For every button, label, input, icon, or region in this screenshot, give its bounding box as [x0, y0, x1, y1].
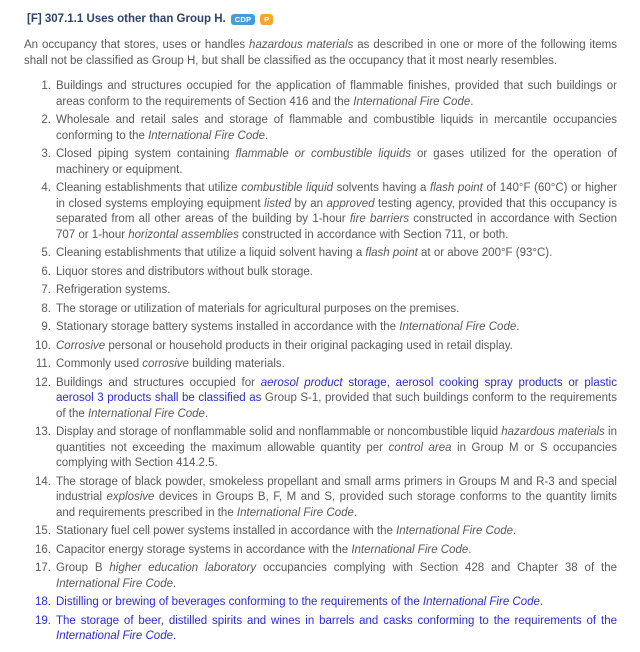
- text-segment: horizontal assemblies: [128, 228, 239, 241]
- list-item: [24, 425, 617, 472]
- text-segment: at or above 200°F (93°C).: [417, 247, 553, 259]
- premium-badge[interactable]: P: [260, 14, 273, 25]
- text-segment: hazardous materials: [249, 39, 354, 51]
- item-number: 11.: [35, 358, 51, 370]
- text-segment: Wholesale and retail sales and storage of flammable and combustible liquids in mercantile occupancies conforming to the: [56, 114, 617, 142]
- item-number: 8.: [41, 302, 51, 315]
- item-number: 1.: [41, 80, 51, 92]
- list-item: [24, 113, 617, 144]
- item-number: 14.: [35, 475, 51, 488]
- text-segment: .: [513, 525, 517, 537]
- item-text: [56, 475, 617, 522]
- text-segment: of 140°F (60°C) or higher in closed systems employing equipment: [56, 182, 617, 210]
- list-item: [24, 265, 617, 281]
- text-segment: constructed in accordance with Section 707 or 1-hour: [56, 213, 617, 241]
- item-number: 4.: [41, 182, 51, 194]
- text-segment: .: [470, 95, 474, 108]
- text-segment: Buildings and structures occupied for: [56, 376, 261, 389]
- text-segment: International Fire Code: [399, 321, 517, 333]
- text-segment: .: [172, 630, 177, 642]
- item-text: [56, 376, 617, 423]
- text-segment: Capacitor energy storage systems in accordance with the: [56, 543, 352, 556]
- item-number: 16.: [35, 543, 51, 556]
- text-segment: International Fire Code: [351, 543, 469, 556]
- item-number: 15.: [35, 525, 51, 537]
- item-number: 10.: [35, 339, 51, 352]
- text-segment: Corrosive: [56, 339, 106, 352]
- item-text: [56, 147, 617, 178]
- text-segment: Closed piping system containing: [56, 148, 236, 160]
- item-number: 13.: [35, 426, 51, 438]
- text-segment: International Fire Code: [148, 129, 266, 142]
- text-segment: corrosive: [142, 358, 189, 370]
- text-segment: explosive: [106, 491, 155, 503]
- text-segment: testing agency, provided that this occupancy is separated from all other areas of the building by 1-hour: [56, 197, 617, 225]
- item-text: [56, 265, 617, 281]
- item-text: [56, 113, 617, 144]
- revision-text: aerosol product: [260, 376, 343, 389]
- intro-paragraph: [24, 38, 617, 69]
- item-text: [56, 283, 617, 299]
- text-segment: International Fire Code: [396, 525, 514, 537]
- list-item: [24, 147, 617, 178]
- item-text: [56, 181, 617, 243]
- text-segment: .: [468, 543, 472, 556]
- text-segment: International Fire Code: [353, 95, 471, 108]
- text-segment: .: [539, 596, 544, 608]
- text-segment: .: [353, 506, 358, 519]
- list-item: [24, 376, 617, 423]
- text-segment: The storage of black powder, smokeless propellant and small arms primers in Groups M and R-3 and special industrial: [56, 475, 617, 503]
- item-number: 9.: [41, 321, 51, 333]
- text-segment: .: [204, 407, 209, 420]
- item-text: [56, 614, 617, 645]
- item-text: [56, 524, 617, 540]
- text-segment: Stationary fuel cell power systems installed in accordance with the: [56, 525, 397, 537]
- list-item: [24, 475, 617, 522]
- item-text: [56, 339, 617, 355]
- list-item: [24, 614, 617, 645]
- text-segment: The storage of beer, distilled spirits and wines in barrels and casks conforming to the requirements of the: [56, 614, 617, 627]
- item-number: 19.: [35, 614, 51, 627]
- provision-list: [24, 79, 617, 645]
- item-number: 18.: [35, 596, 51, 608]
- text-segment: combustible liquid: [241, 182, 334, 194]
- text-segment: .: [265, 129, 269, 142]
- text-segment: International Fire Code: [422, 596, 540, 608]
- text-segment: in quantities not exceeding the maximum allowable quantity per: [56, 426, 617, 454]
- text-segment: International Fire Code: [56, 577, 173, 590]
- text-segment: flash point: [365, 247, 418, 259]
- text-segment: flammable or combustible liquids: [235, 148, 411, 160]
- text-segment: Cleaning establishments that utilize a liquid solvent having a: [56, 247, 366, 259]
- section-title: [F] 307.1.1 Uses other than Group H.: [27, 13, 226, 25]
- list-item: [24, 524, 617, 540]
- text-segment: Distilling or brewing of beverages conforming to the requirements of the: [56, 596, 423, 608]
- text-segment: personal or household products in their original packaging used in retail display.: [105, 339, 513, 352]
- text-segment: Liquor stores and distributors without bulk storage.: [56, 265, 313, 278]
- text-segment: by an: [291, 197, 327, 210]
- list-item: [24, 595, 617, 611]
- list-item: [24, 339, 617, 355]
- text-segment: hazardous materials: [501, 426, 605, 438]
- item-text: [56, 543, 617, 559]
- text-segment: building materials.: [188, 358, 285, 370]
- revision-text: storage, aerosol cooking spray products or plastic aerosol 3 products shall be classified as: [56, 376, 617, 404]
- list-item: [24, 181, 617, 243]
- text-segment: Buildings and structures occupied for the application of flammable finishes, provided that such buildings or areas conform to the requirements of Section 416 and the: [56, 80, 617, 108]
- item-number: 2.: [41, 114, 51, 126]
- text-segment: or gases utilized for the operation of machinery or equipment.: [56, 148, 618, 176]
- text-segment: .: [172, 577, 177, 590]
- list-item: [24, 320, 617, 336]
- text-segment: approved: [326, 197, 375, 210]
- text-segment: as described in one or more of the following items shall not be classified as Group H, but shall be classified as the occupancy that it most nearly resembles.: [24, 39, 618, 67]
- text-segment: listed: [264, 197, 291, 210]
- item-text: [56, 425, 617, 472]
- item-text: [56, 246, 617, 262]
- item-number: 6.: [41, 265, 51, 278]
- text-segment: International Fire Code: [87, 407, 205, 420]
- text-segment: .: [516, 321, 520, 333]
- text-segment: control area: [388, 441, 452, 454]
- list-item: [24, 302, 617, 318]
- text-segment: occupancies complying with Section 428 and Chapter 38 of the: [256, 562, 618, 574]
- item-number: 17.: [35, 562, 51, 574]
- text-segment: International Fire Code: [56, 630, 173, 642]
- list-item: [24, 283, 617, 299]
- item-number: 7.: [41, 284, 51, 296]
- text-segment: The storage or utilization of materials for agricultural purposes on the premises.: [56, 302, 460, 315]
- item-text: [56, 79, 617, 110]
- list-item: [24, 543, 617, 559]
- item-number: 3.: [41, 148, 51, 160]
- text-segment: flash point: [430, 182, 483, 194]
- text-segment: Display and storage of nonflammable solid and nonflammable or noncombustible liquid: [56, 426, 502, 438]
- item-text: [56, 357, 617, 373]
- item-text: [56, 302, 617, 318]
- text-segment: higher education laboratory: [109, 562, 257, 574]
- section-heading: [27, 13, 617, 25]
- text-segment: solvents having a: [333, 182, 431, 194]
- item-text: [56, 595, 617, 611]
- list-item: [24, 79, 617, 110]
- text-segment: Commonly used: [56, 358, 143, 370]
- list-item: [24, 561, 617, 592]
- text-segment: Refrigeration systems.: [56, 284, 171, 296]
- text-segment: International Fire Code: [236, 506, 354, 519]
- text-segment: Stationary storage battery systems installed in accordance with the: [56, 321, 400, 333]
- text-segment: Group S-1, provided that such buildings conform to the requirements of the: [56, 392, 617, 420]
- text-segment: in Group M or S occupancies complying with Section 414.2.5.: [56, 441, 617, 469]
- text-segment: Cleaning establishments that utilize: [56, 182, 242, 194]
- cdp-badge[interactable]: CDP: [231, 14, 255, 25]
- item-text: [56, 561, 617, 592]
- text-segment: fire barriers: [349, 213, 410, 225]
- text-segment: constructed in accordance with Section 711, or both.: [238, 228, 509, 241]
- item-number: 5.: [41, 247, 51, 259]
- list-item: [24, 246, 617, 262]
- item-number: 12.: [35, 376, 51, 389]
- text-segment: devices in Groups B, F, M and S, provided such storage conforms to the quantity limits and requirements prescribed in the: [56, 491, 617, 519]
- list-item: [24, 357, 617, 373]
- item-text: [56, 320, 617, 336]
- text-segment: Group B: [56, 562, 110, 574]
- text-segment: An occupancy that stores, uses or handles: [24, 39, 250, 51]
